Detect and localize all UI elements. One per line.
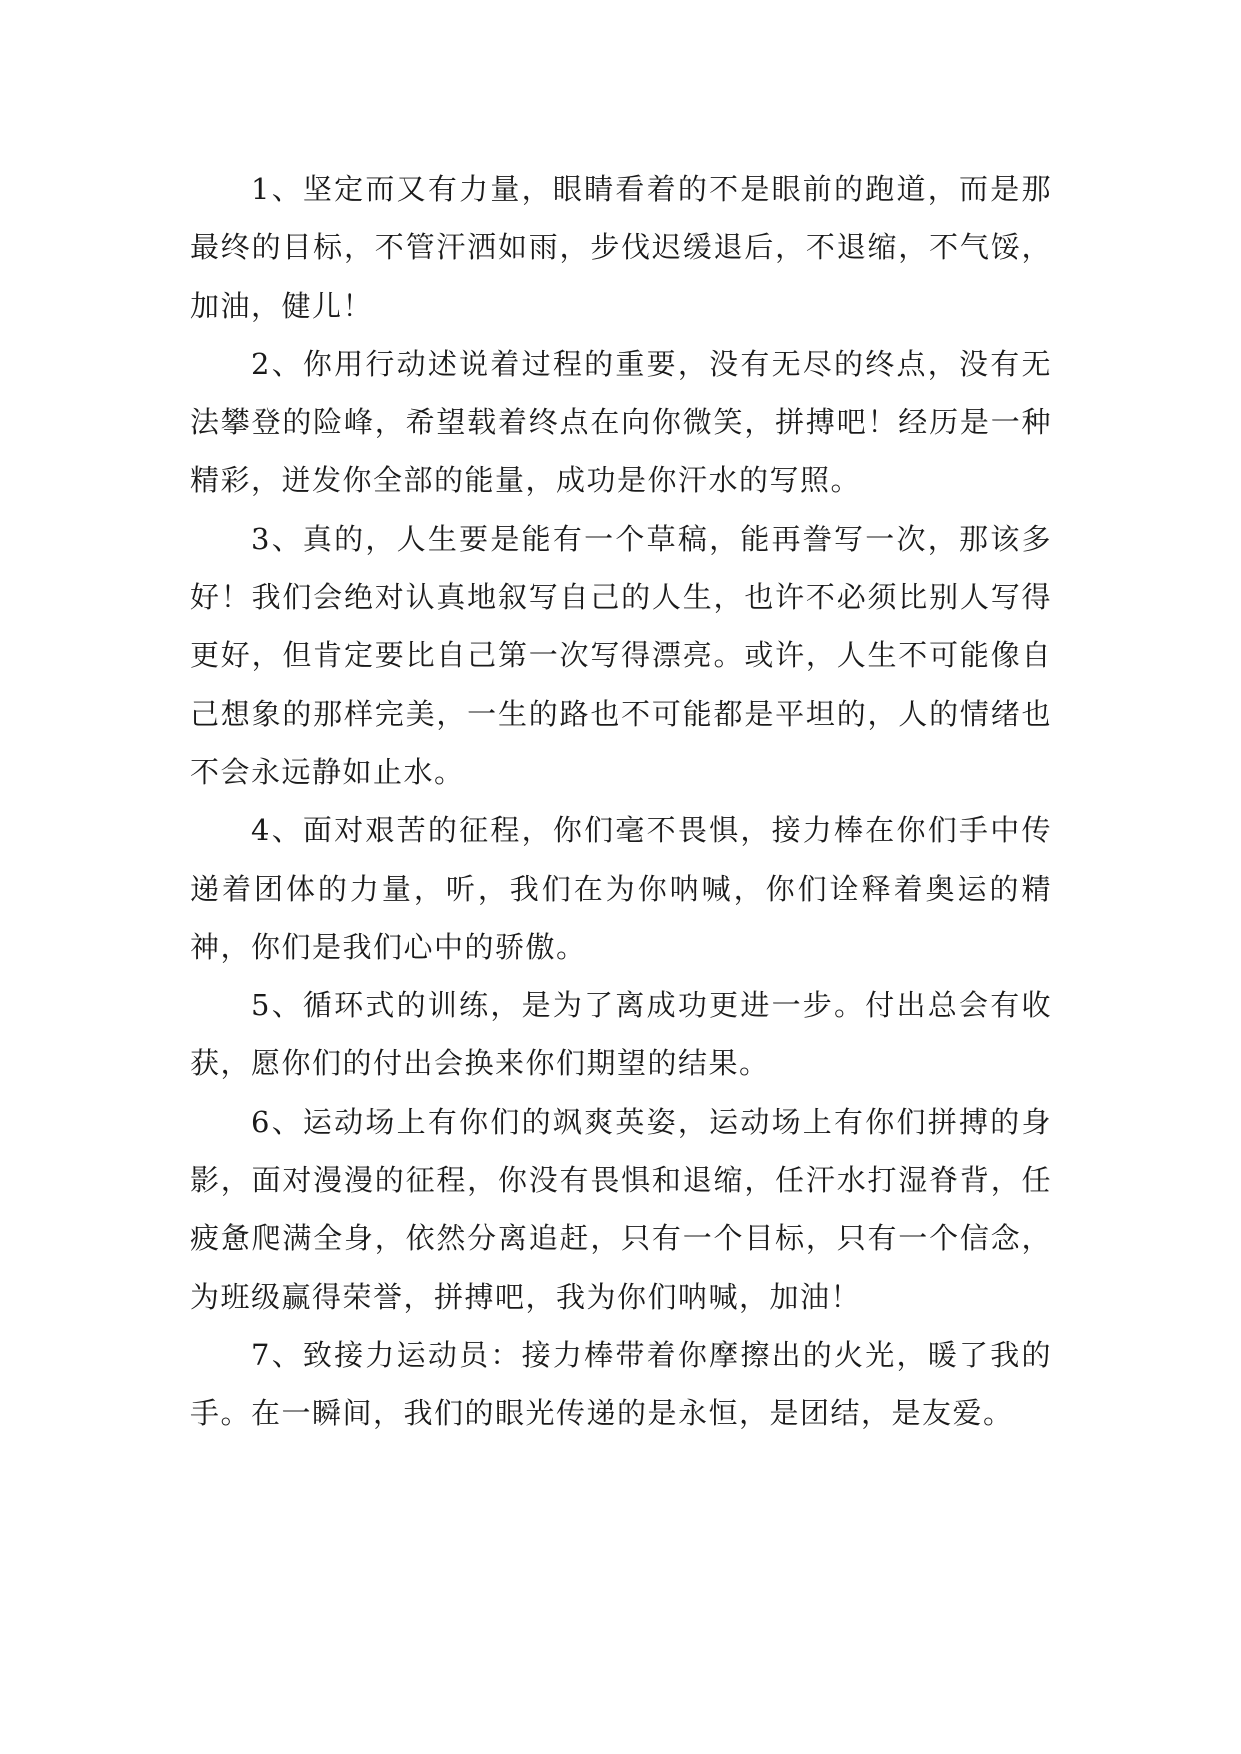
paragraph-1: 1、坚定而又有力量，眼睛看着的不是眼前的跑道，而是那最终的目标，不管汗洒如雨，步伐迟缓退后，不退缩，不气馁，加油，健儿！ (190, 172, 1052, 323)
paragraph-7: 7、致接力运动员：接力棒带着你摩擦出的火光，暖了我的手。在一瞬间，我们的眼光传递的是永恒，是团结，是友爱。 (190, 1337, 1052, 1431)
document-body (190, 160, 1052, 1443)
paragraph-4: 4、面对艰苦的征程，你们毫不畏惧，接力棒在你们手中传递着团体的力量，听，我们在为你呐喊，你们诠释着奥运的精神，你们是我们心中的骄傲。 (190, 813, 1052, 964)
paragraph-6: 6、运动场上有你们的飒爽英姿，运动场上有你们拼搏的身影，面对漫漫的征程，你没有畏惧和退缩，任汗水打湿脊背，任疲惫爬满全身，依然分离追赶，只有一个目标，只有一个信念，为班级赢得荣誉，拼搏吧，我为你们呐喊，加油！ (190, 1104, 1052, 1314)
paragraph-5: 5、循环式的训练，是为了离成功更进一步。付出总会有收获，愿你们的付出会换来你们期望的结果。 (190, 988, 1052, 1081)
paragraph-3: 3、真的，人生要是能有一个草稿，能再誊写一次，那该多好！我们会绝对认真地叙写自己的人生，也许不必须比别人写得更好，但肯定要比自己第一次写得漂亮。或许，人生不可能像自己想象的那样完美，一生的路也不可能都是平坦的，人的情绪也不会永远静如止水。 (190, 521, 1052, 789)
paragraph-2: 2、你用行动述说着过程的重要，没有无尽的终点，没有无法攀登的险峰，希望载着终点在向你微笑，拼搏吧！经历是一种精彩，迸发你全部的能量，成功是你汗水的写照。 (190, 346, 1052, 498)
